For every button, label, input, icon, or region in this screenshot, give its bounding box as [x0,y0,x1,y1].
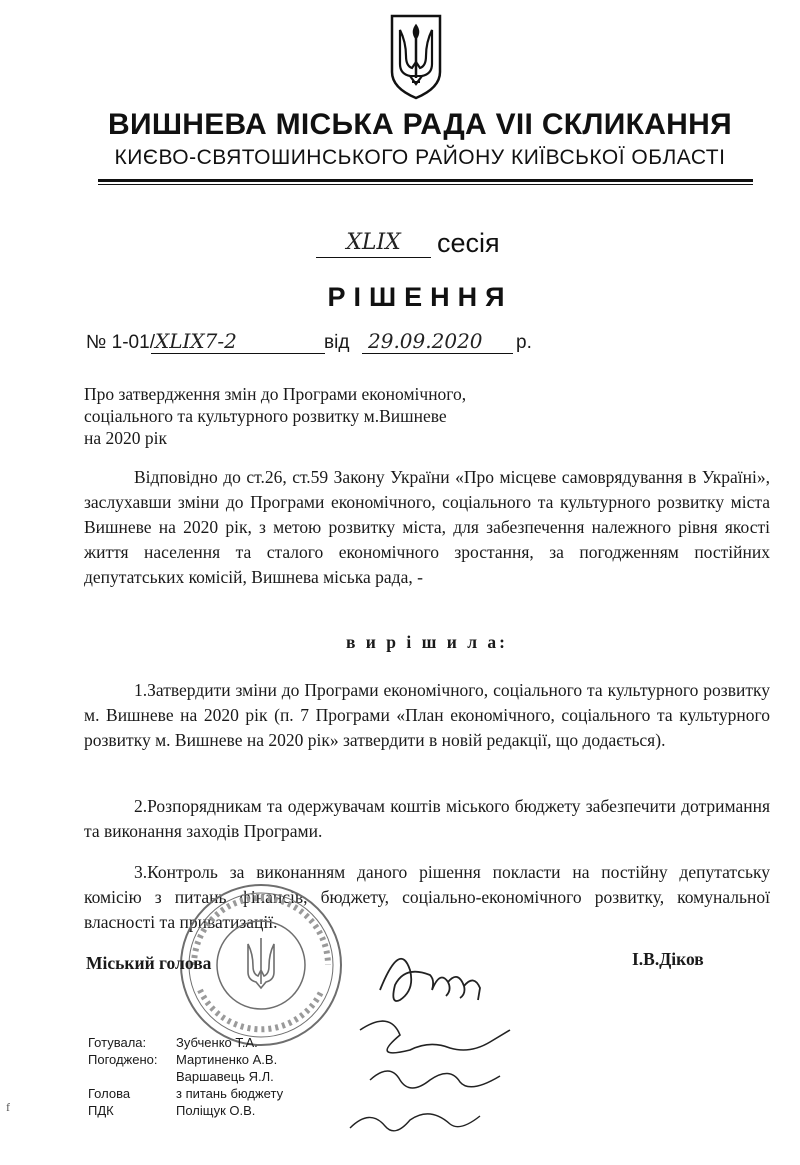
prepared-by: Зубченко Т.А. [176,1035,258,1050]
agreed-by: Мартиненко А.В. [176,1052,278,1067]
coat-of-arms-icon [386,12,446,100]
decision-number-prefix: № 1-01/ [86,332,155,353]
commission-label: Голова ПДК [88,1086,131,1118]
agreed-by: Варшавець Я.Л. [176,1069,274,1084]
handwritten-signature [340,930,540,1150]
preamble-paragraph: Відповідно до ст.26, ст.59 Закону України «Про місцеве самоврядування в Україні», заслухавши зміни до Програми економічного, соціального та культурного розвитку міста Вишневе на 2020 рік, з метою розвитку міста, для забезпечення належного рівня якості життя населення та сталого економічного зростання, за погодженням постійних депутатських комісій, Вишнева міська рада, - [84,467,770,587]
header-divider [98,179,753,182]
council-name: ВИШНЕВА МІСЬКА РАДА VII СКЛИКАННЯ [108,108,732,141]
header-divider-thin [98,184,753,185]
decision-title: РІШЕННЯ [327,282,513,312]
mayor-title: Міський голова [86,953,212,973]
prepared-label: Готувала: [88,1035,147,1050]
resolved-heading: в и р і ш и л а: [345,632,508,652]
agreed-label: Погоджено: [88,1052,158,1067]
decision-subject [84,383,544,449]
decision-item: 1.Затвердити зміни до Програми економічного, соціального та культурного розвитку м. Вишневе на 2020 рік (п. 7 Програми «План економічного, соціального та культурного розвитку м. Вишневе на 2020 рік» затвердити в новій редакції, що додається). [84,680,770,750]
session-number: XLIX [316,230,431,258]
decision-date-suffix: р. [516,332,532,353]
decision-number-line [86,329,556,359]
subject-line: на 2020 рік [84,428,167,448]
decision-item: 3.Контроль за виконанням даного рішення покласти на постійну депутатську комісію з питань фінансів, бюджету, соціально-економічного розвитку, комунальної власності та приватизації. [84,862,770,932]
decision-item: 2.Розпорядникам та одержувачам коштів міського бюджету забезпечити дотримання та виконання заходів Програми. [84,796,770,841]
decision-date: 29.09.2020 [362,329,513,354]
commission-head: Поліщук О.В. [176,1103,256,1118]
subject-line: соціального та культурного розвитку м.Вишневе [84,406,447,426]
decision-date-prefix: від [324,332,350,353]
commission-line: з питань бюджету [176,1086,284,1101]
council-region: КИЄВО-СВЯТОШИНСЬКОГО РАЙОНУ КИЇВСЬКОЇ ОБЛАСТІ [114,146,726,169]
mayor-name: І.В.Діков [632,949,704,969]
margin-mark: f [6,1100,10,1114]
session-word: сесія [437,228,500,258]
decision-number: XLIX7-2 [151,329,325,354]
subject-line: Про затвердження змін до Програми економічного, [84,384,467,404]
